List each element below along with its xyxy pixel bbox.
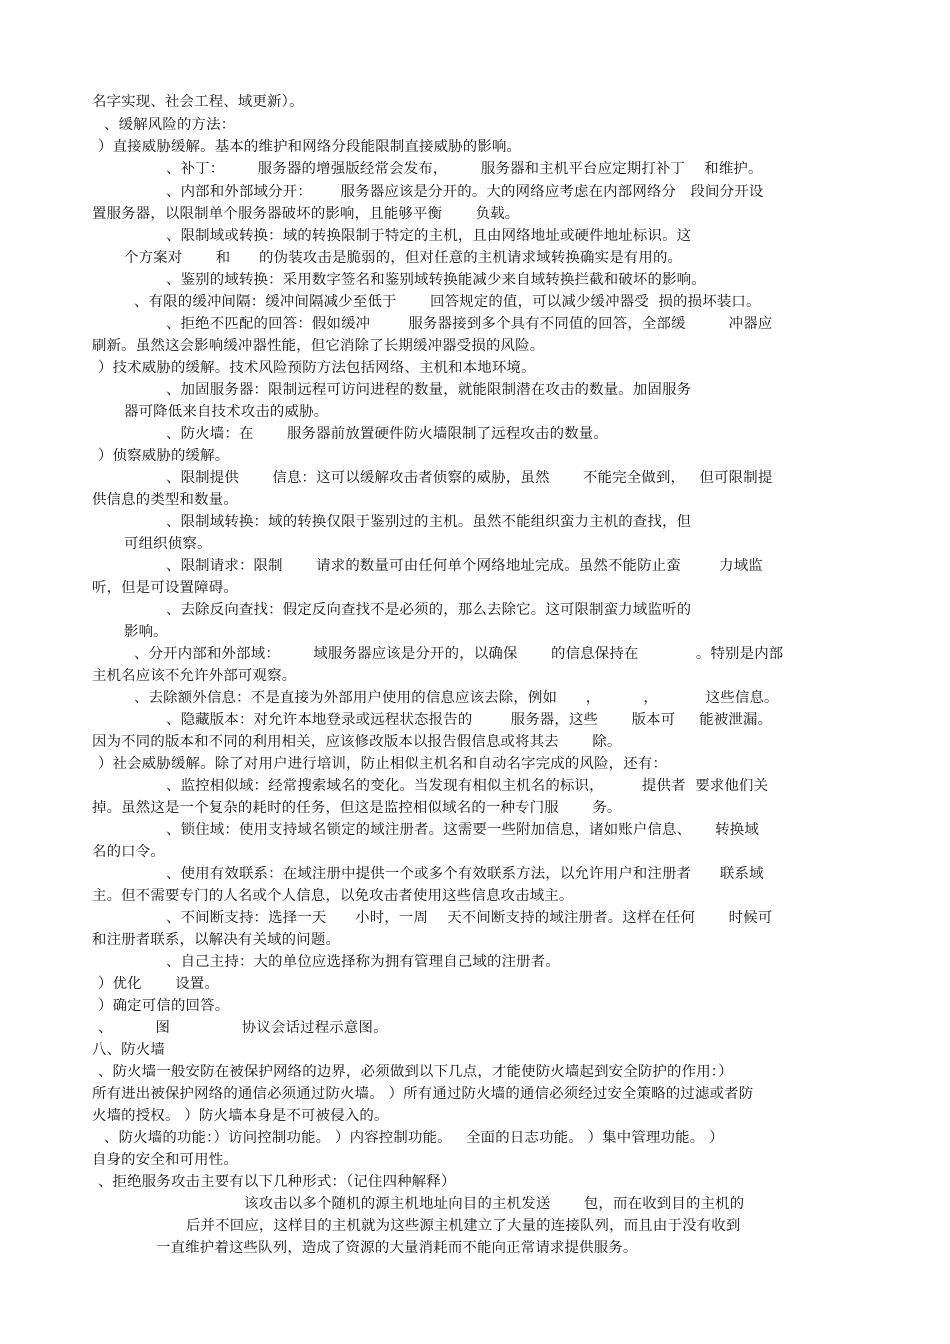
text-line: ）社会威胁缓解。除了对用户进行培训，防止相似主机名和自动名字完成的风险，还有： bbox=[98, 756, 668, 772]
text-line: ）优化 设置。 bbox=[98, 976, 219, 992]
text-line: 个方案对 和 的伪装攻击是脆弱的，但对任意的主机请求域转换确实是有用的。 bbox=[124, 250, 683, 266]
text-line: 该攻击以多个随机的源主机地址向目的主机发送 包，而在收到目的主机的 bbox=[244, 1196, 745, 1212]
text-line: 、拒绝不匹配的回答：假如缓冲 服务器接到多个具有不同值的回答，全部缓 冲器应 bbox=[166, 316, 773, 332]
text-line: 、自己主持：大的单位应选择称为拥有管理自己域的注册者。 bbox=[166, 954, 560, 970]
text-line: 影响。 bbox=[124, 624, 168, 640]
text-line: 火墙的授权。 ）防火墙本身是不可被侵入的。 bbox=[92, 1108, 389, 1124]
text-line: 和注册者联系，以解决有关域的问题。 bbox=[92, 932, 341, 948]
text-line: 自身的安全和可用性。 bbox=[92, 1152, 238, 1168]
text-line: 、防火墙：在 服务器前放置硬件防火墙限制了远程攻击的数量。 bbox=[166, 426, 608, 442]
text-line: 、防火墙的功能：）访问控制功能。 ）内容控制功能。 全面的日志功能。 ）集中管理功能。 ） bbox=[104, 1130, 724, 1146]
text-line: 、使用有效联系：在域注册中提供一个或多个有效联系方法，以允许用户和注册者 联系域 bbox=[166, 866, 764, 882]
text-line: 、去除反向查找：假定反向查找不是必须的，那么去除它。这可限制蛮力域监听的 bbox=[166, 602, 692, 618]
text-line: 置服务器，以限制单个服务器破坏的影响，且能够平衡 负载。 bbox=[92, 206, 520, 222]
text-line: 、限制域或转换：域的转换限制于特定的主机，且由网络地址或硬件地址标识。这 bbox=[166, 228, 692, 244]
text-line: 、有限的缓冲间隔：缓冲间隔减少至低于 回答规定的值，可以减少缓冲器受 损的损坏装口。 bbox=[134, 294, 761, 310]
text-line: 、锁住域：使用支持域名锁定的域注册者。这需要一些附加信息，诸如账户信息、 转换域 bbox=[166, 822, 759, 838]
text-line: 可组织侦察。 bbox=[124, 536, 212, 552]
text-line: 、拒绝服务攻击主要有以下几种形式：（记住四种解释） bbox=[98, 1174, 456, 1190]
text-line: 名的口令。 bbox=[92, 844, 165, 860]
text-line: ）技术威胁的缓解。技术风险预防方法包括网络、主机和本地环境。 bbox=[98, 360, 536, 376]
text-line: 一直维护着这些队列，造成了资源的大量消耗而不能向正常请求提供服务。 bbox=[156, 1240, 638, 1256]
text-line: 、限制域转换：域的转换仅限于鉴别过的主机。虽然不能组织蛮力主机的查找，但 bbox=[166, 514, 692, 530]
text-line: 主机名应该不允许外部可观察。 bbox=[92, 668, 297, 684]
text-line: 后并不回应，这样目的主机就为这些源主机建立了大量的连接队列，而且由于没有收到 bbox=[186, 1218, 741, 1234]
text-line: 、防火墙一般安防在被保护网络的边界，必须做到以下几点，才能使防火墙起到安全防护的作用：） bbox=[98, 1064, 733, 1080]
text-line: 、加固服务器：限制远程可访问进程的数量，就能限制潜在攻击的数量。加固服务 bbox=[166, 382, 692, 398]
text-line: ）直接威胁缓解。基本的维护和网络分段能限制直接威胁的影响。 bbox=[98, 139, 522, 155]
section-heading: 八、防火墙 bbox=[92, 1042, 165, 1058]
text-line: 、隐藏版本：对允许本地登录或远程状态报告的 服务器，这些 版本可 能被泄漏。 bbox=[166, 712, 773, 728]
text-line: ）侦察威胁的缓解。 bbox=[98, 448, 230, 464]
text-line: 、补丁： 服务器的增强版经常会发布， 服务器和主机平台应定期打补丁 和维护。 bbox=[166, 161, 763, 177]
text-line: 器可降低来自技术攻击的威胁。 bbox=[124, 404, 329, 420]
text-line: 主。但不需要专门的人名或个人信息，以免攻击者使用这些信息攻击域主。 bbox=[92, 888, 574, 904]
text-line: ）确定可信的回答。 bbox=[98, 998, 230, 1014]
text-line: 因为不同的版本和不同的利用相关，应该修改版本以报告假信息或将其去 除。 bbox=[92, 734, 622, 750]
text-line: 掉。虽然这是一个复杂的耗时的任务，但这是监控相似域名的一种专门服 务。 bbox=[92, 800, 622, 816]
text-line: 听，但是可设置障碍。 bbox=[92, 580, 238, 596]
text-line: 、内部和外部域分开： 服务器应该是分开的。大的网络应考虑在内部网络分 段间分开设 bbox=[166, 184, 764, 200]
text-line: 、限制请求：限制 请求的数量可由任何单个网络地址完成。虽然不能防止蛮 力域监 bbox=[166, 558, 763, 574]
text-line: 、分开内部和外部域： 域服务器应该是分开的，以确保 的信息保持在 。特别是内部 bbox=[134, 646, 784, 662]
text-line: 、监控相似域：经常搜索域名的变化。当发现有相似主机名的标识， 提供者 要求他们关 bbox=[166, 778, 769, 794]
text-line: 、 图 协议会话过程示意图。 bbox=[98, 1020, 388, 1036]
text-line: 、去除额外信息：不是直接为外部用户使用的信息应该去除，例如 ， ， 这些信息。 bbox=[134, 690, 779, 706]
text-line: 、缓解风险的方法： bbox=[104, 117, 236, 133]
text-line: 所有进出被保护网络的通信必须通过防火墙。 ）所有通过防火墙的通信必须经过安全策略的过滤或者防 bbox=[92, 1086, 754, 1102]
text-line: 名字实现、社会工程、域更新）。 bbox=[92, 94, 304, 110]
text-line: 刷新。虽然这会影响缓冲器性能，但它消除了长期缓冲器受损的风险。 bbox=[92, 338, 545, 354]
text-line: 供信息的类型和数量。 bbox=[92, 492, 238, 508]
text-line: 、限制提供 信息：这可以缓解攻击者侦察的威胁，虽然 不能完全做到， 但可限制提 bbox=[166, 470, 773, 486]
text-line: 、鉴别的域转换：采用数字签名和鉴别域转换能减少来自域转换拦截和破坏的影响。 bbox=[166, 272, 706, 288]
text-line: 、不间断支持：选择一天 小时，一周 天不间断支持的域注册者。这样在任何 时候可 bbox=[166, 910, 773, 926]
